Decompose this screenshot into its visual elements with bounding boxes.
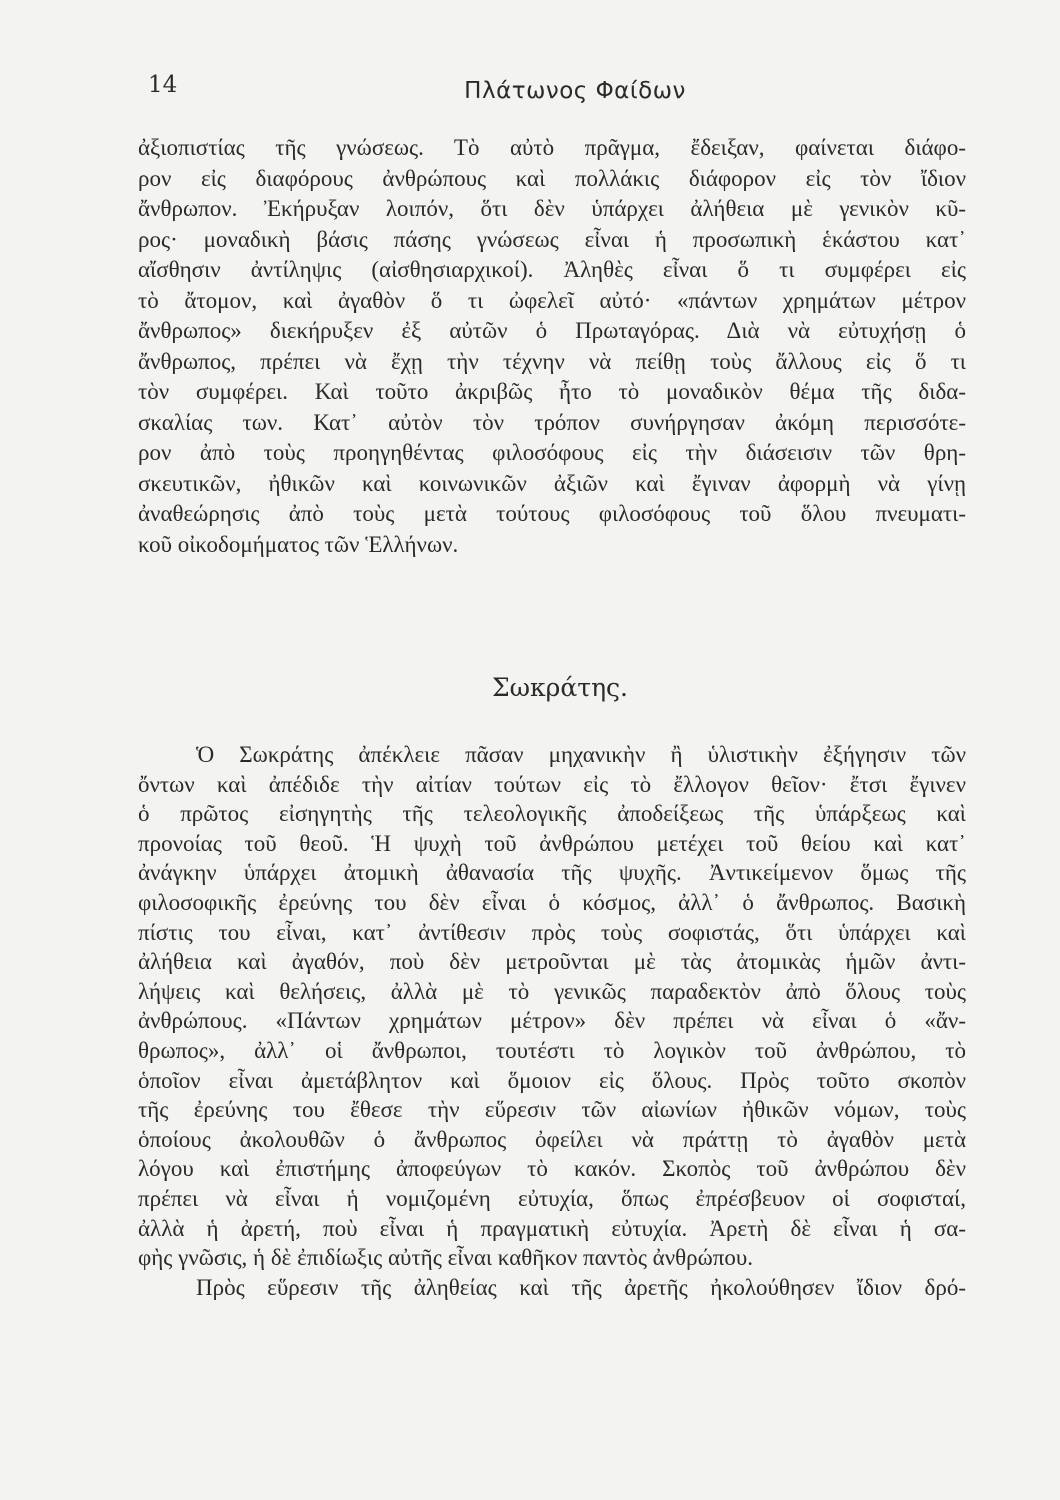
text-line: κοῦ οἰκοδομήματος τῶν Ἑλλήνων. — [138, 531, 459, 557]
text-line: πίστις του εἶναι, κατ᾽ ἀντίθεσιν πρὸς τοὺς σοφιστάς, ὅτι ὑπάρχει καὶ — [138, 919, 966, 945]
text-line: ἀξιοπιστίας τῆς γνώσεως. Τὸ αὐτὸ πρᾶγμα, ἔδειξαν, φαίνεται διάφο- — [138, 135, 966, 160]
text-line: ἀλήθεια καὶ ἀγαθόν, ποὺ δὲν μετροῦνται μὲ τὰς ἀτομικὰς ἡμῶν ἀντι- — [138, 949, 966, 975]
text-line: ἀνθρώπους. «Πάντων χρημάτων μέτρον» δὲν πρέπει νὰ εἶναι ὁ «ἄν- — [138, 1008, 966, 1034]
text-line: τῆς ἐρεύνης του ἔθεσε τὴν εὕρεσιν τῶν αἰωνίων ἠθικῶν νόμων, τοὺς — [138, 1097, 966, 1123]
text-line: Ὁ Σωκράτης ἀπέκλειε πᾶσαν μηχανικὴν ἢ ὑλιστικὴν ἐξήγησιν τῶν — [196, 742, 966, 767]
text-line: τὸν συμφέρει. Καὶ τοῦτο ἀκριβῶς ἦτο τὸ μοναδικὸν θέμα τῆς διδα- — [138, 379, 966, 404]
text-line: τὸ ἄτομον, καὶ ἀγαθὸν ὅ τι ὠφελεῖ αὐτό· «πάντων χρημάτων μέτρον — [138, 287, 966, 313]
text-line: ρος· μοναδικὴ βάσις πάσης γνώσεως εἶναι ἡ προσωπικὴ ἑκάστου κατ᾽ — [138, 226, 966, 252]
text-line: ἄνθρωπος» διεκήρυξεν ἐξ αὐτῶν ὁ Πρωταγόρας. Διὰ νὰ εὐτυχήσῃ ὁ — [138, 318, 966, 343]
section-heading: Σωκράτης. — [491, 673, 629, 702]
text-line: πρέπει νὰ εἶναι ἡ νομιζομένη εὐτυχία, ὅπως ἐπρέσβευον οἱ σοφισταί, — [138, 1185, 966, 1211]
text-line: ἀλλὰ ἡ ἀρετή, ποὺ εἶναι ἡ πραγματικὴ εὐτυχία. Ἀρετὴ δὲ εἶναι ἡ σα- — [138, 1215, 966, 1241]
text-line: ὁ πρῶτος εἰσηγητὴς τῆς τελεολογικῆς ἀποδείξεως τῆς ὑπάρξεως καὶ — [138, 801, 966, 827]
text-line: ρον εἰς διαφόρους ἀνθρώπους καὶ πολλάκις διάφορον εἰς τὸν ἴδιον — [138, 165, 966, 191]
text-line: σκευτικῶν, ἠθικῶν καὶ κοινωνικῶν ἀξιῶν καὶ ἔγιναν ἀφορμὴ νὰ γίνῃ — [138, 470, 966, 496]
text-line: ὁποίους ἀκολουθῶν ὁ ἄνθρωπος ὀφείλει νὰ πράττῃ τὸ ἀγαθὸν μετὰ — [138, 1126, 966, 1152]
paragraph-socrates — [138, 740, 966, 1302]
text-line: ὁποῖον εἶναι ἀμετάβλητον καὶ ὅμοιον εἰς ὅλους. Πρὸς τοῦτο σκοπὸν — [138, 1067, 966, 1093]
text-line: ὄντων καὶ ἀπέδιδε τὴν αἰτίαν τούτων εἰς τὸ ἔλλογον θεῖον· ἔτσι ἔγινεν — [138, 771, 966, 797]
text-line: φιλοσοφικῆς ἐρεύνης του δὲν εἶναι ὁ κόσμος, ἀλλ᾽ ὁ ἄνθρωπος. Βασικὴ — [138, 889, 966, 915]
text-line: Πρὸς εὕρεσιν τῆς ἀληθείας καὶ τῆς ἀρετῆς ἠκολούθησεν ἴδιον δρό- — [196, 1274, 966, 1300]
page-number: 14 — [148, 72, 178, 98]
text-line: λόγου καὶ ἐπιστήμης ἀποφεύγων τὸ κακόν. Σκοπὸς τοῦ ἀνθρώπου δὲν — [138, 1156, 966, 1182]
paragraph-sophists — [138, 133, 966, 560]
text-line: ρον ἀπὸ τοὺς προηγηθέντας φιλοσόφους εἰς τὴν διάσεισιν τῶν θρη- — [138, 440, 966, 465]
running-title: Πλάτωνος Φαίδων — [464, 78, 686, 104]
text-line: ἀναθεώρησις ἀπὸ τοὺς μετὰ τούτους φιλοσόφους τοῦ ὅλου πνευματι- — [138, 501, 966, 526]
text-line: αἴσθησιν ἀντίληψις (αἰσθησιαρχικοί). Ἀληθὲς εἶναι ὅ τι συμφέρει εἰς — [138, 257, 966, 282]
text-line: λήψεις καὶ θελήσεις, ἀλλὰ μὲ τὸ γενικῶς παραδεκτὸν ἀπὸ ὅλους τοὺς — [138, 978, 966, 1004]
text-line: ἄνθρωπον. Ἐκήρυξαν λοιπόν, ὅτι δὲν ὑπάρχει ἀλήθεια μὲ γενικὸν κῦ- — [138, 196, 966, 221]
text-line: ἀνάγκην ὑπάρχει ἀτομικὴ ἀθανασία τῆς ψυχῆς. Ἀντικείμενον ὅμως τῆς — [138, 860, 966, 886]
text-line: προνοίας τοῦ θεοῦ. Ἡ ψυχὴ τοῦ ἀνθρώπου μετέχει τοῦ θείου καὶ κατ᾽ — [138, 830, 966, 856]
text-line: φὴς γνῶσις, ἡ δὲ ἐπιδίωξις αὐτῆς εἶναι καθῆκον παντὸς ἀνθρώπου. — [138, 1245, 754, 1271]
text-line: θρωπος», ἀλλ᾽ οἱ ἄνθρωποι, τουτέστι τὸ λογικὸν τοῦ ἀνθρώπου, τὸ — [138, 1037, 966, 1063]
text-line: ἄνθρωπος, πρέπει νὰ ἔχῃ τὴν τέχνην νὰ πείθῃ τοὺς ἄλλους εἰς ὅ τι — [138, 348, 966, 374]
text-line: σκαλίας των. Κατ᾽ αὐτὸν τὸν τρόπον συνήργησαν ἀκόμη περισσότε- — [138, 409, 966, 435]
